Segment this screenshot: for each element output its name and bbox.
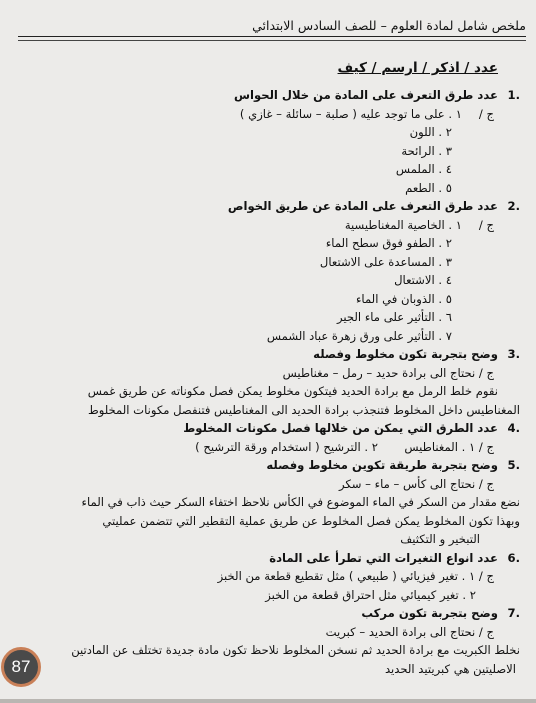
answer-item: ١ . الخاصية المغناطيسية	[344, 217, 462, 232]
question-1	[12, 86, 520, 105]
answer-line	[12, 216, 520, 235]
answer-paragraph: التبخير و التكثيف	[400, 532, 480, 546]
question-title: عدد انواع التغيرات التي تطرأ على المادة	[269, 550, 498, 565]
question-5	[12, 456, 520, 475]
answer-paragraph: الاصليتين هي كبريتيد الحديد	[384, 661, 516, 676]
answer-item: ٢ . اللون	[409, 125, 452, 139]
answer-item: ٥ . الذوبان في الماء	[355, 291, 452, 306]
question-2	[12, 197, 520, 216]
answer-lead: ج /	[478, 217, 494, 232]
bottom-edge	[0, 699, 536, 703]
answer-paragraph: المغناطيس داخل المخلوط فتنجذب برادة الحديد الى المغناطيس فتنفصل مكونات المخلوط	[87, 402, 520, 417]
question-number: .3	[507, 347, 520, 361]
question-title: عدد الطرق التي يمكن من خلالها فصل مكونات المخلوط	[183, 421, 498, 435]
question-title: عدد طرق التعرف على المادة من خلال الحواس	[233, 88, 498, 102]
answer-line: ج / نحتاج الى برادة حديد – رمل – مغناطيس	[282, 365, 494, 380]
question-4	[12, 419, 520, 438]
answer-line: ج / نحتاج الى برادة الحديد – كبريت	[325, 624, 494, 639]
answer-line	[12, 105, 520, 124]
answer-item: ٢ . الطفو فوق سطح الماء	[325, 236, 452, 250]
question-title: وضح بتجربة تكون مخلوط وفصله	[313, 347, 498, 361]
question-number: .6	[507, 550, 520, 565]
header-divider	[18, 40, 526, 41]
page-number-badge: 87	[1, 647, 41, 687]
answer-item: ٧ . التأثير على ورق زهرة عباد الشمس	[266, 328, 452, 343]
answer-item: ٢ . تغير كيميائي مثل احتراق قطعة من الخبز	[265, 587, 476, 602]
answer-line	[12, 438, 520, 457]
page-header: ملخص شامل لمادة العلوم – للصف السادس الابتدائي	[18, 18, 526, 37]
answer-item: ١ . على ما توجد عليه ( صلبة – سائلة – غازي )	[239, 106, 462, 121]
question-number: .5	[507, 458, 520, 472]
question-7	[12, 604, 520, 623]
question-number: .4	[507, 421, 520, 435]
answer-item: ٦ . التأثير على ماء الجير	[337, 310, 452, 324]
answer-line: ج / نحتاج الى كأس – ماء – سكر	[338, 476, 494, 491]
question-title: وضح بتجربة طريقة تكوين مخلوط وفصله	[266, 458, 498, 472]
answer-paragraph: نخلط الكبريت مع برادة الحديد ثم نسخن المخلوط نلاحظ تكون مادة جديدة تختلف عن المادتين	[71, 643, 520, 657]
answer-item: ٢ . الترشيح ( استخدام ورقة الترشيح )	[195, 439, 378, 454]
answer-item: ٥ . الطعم	[405, 180, 452, 195]
answer-line: ج / ١ . تغير فيزيائي ( طبيعي ) مثل تقطيع قطعة من الخبز	[217, 569, 494, 583]
question-6	[12, 549, 520, 568]
question-number: .7	[507, 606, 520, 620]
answer-item: ج / ١ . المغناطيس	[404, 439, 494, 454]
question-number: .1	[507, 88, 520, 102]
answer-item: ٣ . المساعدة على الاشتعال	[319, 254, 452, 269]
question-title: عدد طرق التعرف على المادة عن طريق الخواص	[227, 199, 498, 213]
answer-item: ٣ . الرائحة	[401, 143, 452, 158]
answer-paragraph: نقوم خلط الرمل مع برادة الحديد فيتكون مخلوط يمكن فصل مكوناته عن طريق غمس	[87, 384, 498, 398]
question-title: وضح بتجربة تكون مركب	[361, 606, 498, 620]
section-title: عدد / اذكر / ارسم / كيف	[337, 60, 498, 76]
answer-paragraph: وبهذا تكون المخلوط يمكن فصل المخلوط عن طريق عملية التقطير التي تتضمن عمليتي	[102, 513, 520, 528]
answer-item: ٤ . الاشتعال	[394, 273, 452, 287]
content	[12, 86, 520, 678]
answer-item: ٤ . الملمس	[395, 162, 452, 176]
question-3	[12, 345, 520, 364]
answer-lead: ج /	[478, 106, 494, 121]
question-number: .2	[507, 199, 520, 213]
answer-paragraph: نضع مقدار من السكر في الماء الموضوع في الكأس نلاحظ اختفاء السكر حيث ذاب في الماء	[81, 495, 520, 509]
